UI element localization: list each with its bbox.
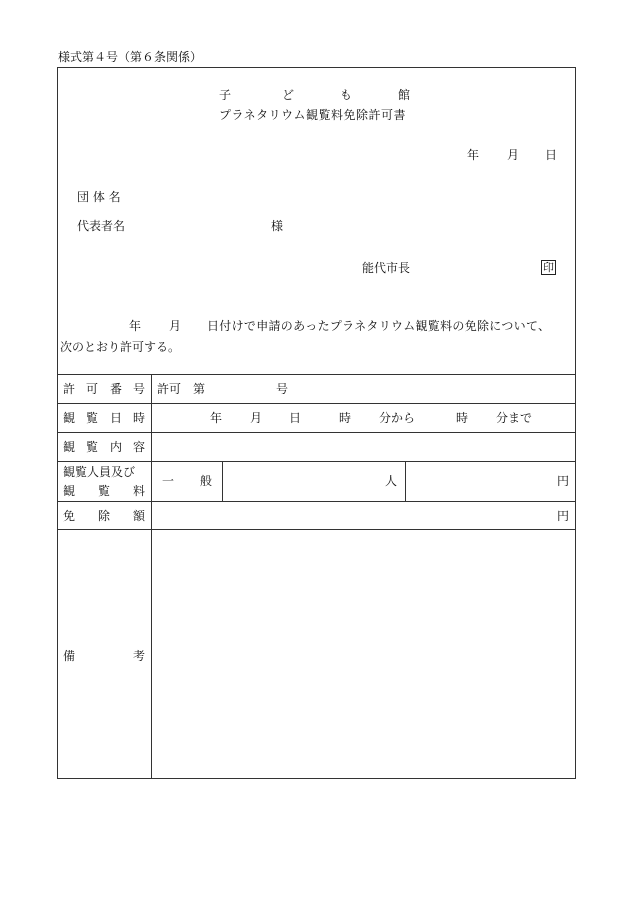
representative-label: 代表者名 [77,219,126,233]
datetime-day: 日 [289,411,302,425]
title-char-2: ど [282,88,295,102]
remarks-label-2: 考 [133,649,146,663]
datetime-label-3: 日 [110,411,123,425]
datetime-hour-from: 時 [339,411,352,425]
datetime-label-1: 観 [63,411,76,425]
datetime-minute-from: 分から [379,411,416,425]
fee-yen-unit: 円 [557,474,570,488]
seal-mark: 印 [543,261,554,274]
people-column-rule [405,461,406,501]
table-top-rule [57,374,576,375]
permit-prefix: 許可 第 [157,382,206,396]
title-char-3: も [340,88,353,102]
content-label-4: 容 [133,440,146,454]
category-general-2: 般 [200,474,213,488]
permit-label-2: 可 [86,382,99,396]
date-year: 年 [467,148,480,162]
group-name-label: 団 体 名 [77,190,121,204]
date-month: 月 [507,148,520,162]
label-column-rule [151,374,152,779]
content-label-1: 観 [63,440,76,454]
content-label-2: 覧 [86,440,99,454]
attendees-label: 観覧人員及び [63,465,136,479]
row-rule-5 [57,529,576,530]
datetime-month: 月 [250,411,263,425]
document-title: プラネタリウム観覧料免除許可書 [219,108,407,122]
exemption-yen-unit: 円 [557,509,570,523]
remarks-label-1: 備 [63,649,76,663]
permit-label-3: 番 [110,382,123,396]
title-char-4: 館 [398,88,411,102]
category-general-1: 一 [162,474,175,488]
form-number: 様式第４号（第６条関係） [58,50,203,64]
category-column-rule [222,461,223,501]
body-month: 月 [169,319,182,333]
permit-suffix: 号 [276,382,289,396]
title-char-1: 子 [219,88,232,102]
datetime-minute-to: 分まで [496,411,533,425]
exemption-label-2: 除 [98,509,111,523]
row-rule-2 [57,432,576,433]
fee-label-3: 料 [133,484,146,498]
honorific: 様 [271,219,284,233]
body-line-2: 次のとおり許可する。 [60,340,181,354]
datetime-year: 年 [210,411,223,425]
permit-label-4: 号 [133,382,146,396]
exemption-label-1: 免 [63,509,76,523]
row-rule-3 [57,461,576,462]
datetime-label-4: 時 [133,411,146,425]
fee-label-1: 観 [63,484,76,498]
row-rule-1 [57,403,576,404]
datetime-hour-to: 時 [456,411,469,425]
date-day: 日 [545,148,558,162]
datetime-label-2: 覧 [86,411,99,425]
permit-label-1: 許 [63,382,76,396]
body-year: 年 [129,319,142,333]
exemption-label-3: 額 [133,509,146,523]
content-label-3: 内 [110,440,123,454]
issuer-name: 能代市長 [362,261,411,275]
fee-label-2: 覧 [98,484,111,498]
row-rule-4 [57,501,576,502]
people-unit: 人 [385,474,398,488]
body-line-1: 日付けで申請のあったプラネタリウム観覧料の免除について、 [207,319,551,333]
